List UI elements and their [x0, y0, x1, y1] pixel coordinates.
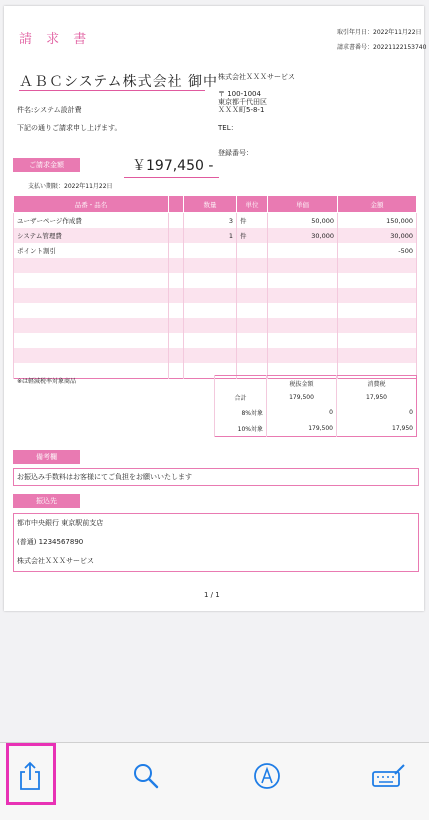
table-cell — [14, 258, 169, 273]
issuer-postal: 〒 100-1004 — [218, 90, 261, 98]
summary-header: 税抜金額 — [267, 376, 337, 391]
table-cell — [268, 258, 338, 273]
table-row — [14, 228, 417, 243]
due-date: 支払い期限：2022年11月22日 — [28, 183, 113, 190]
form-fill-button[interactable] — [370, 758, 406, 794]
table-cell — [14, 348, 169, 363]
table-cell — [268, 348, 338, 363]
table-cell: ユーザーページ作成費 — [14, 213, 169, 229]
table-cell — [184, 303, 237, 318]
table-cell — [169, 363, 184, 379]
table-row — [14, 258, 417, 273]
table-cell — [237, 333, 268, 348]
table-cell — [268, 333, 338, 348]
issuer-registration: 登録番号： — [218, 149, 253, 157]
col-header: 数量 — [184, 196, 237, 213]
issuer-address-1: 東京都千代田区 — [218, 98, 267, 106]
table-cell — [237, 348, 268, 363]
table-cell — [268, 318, 338, 333]
table-cell — [169, 303, 184, 318]
table-cell: -500 — [338, 243, 417, 258]
markup-button[interactable] — [249, 758, 285, 794]
total-amount: ￥197,450 - — [132, 158, 214, 174]
summary-row — [215, 420, 417, 437]
table-cell — [169, 318, 184, 333]
greeting: 下記の通りご請求申し上げます。 — [17, 124, 122, 132]
table-cell: 件 — [237, 213, 268, 229]
summary-cell: 179,500 — [267, 420, 337, 437]
summary-cell: 合計 — [215, 390, 267, 404]
issuer-tel: TEL： — [218, 124, 238, 132]
table-cell — [338, 258, 417, 273]
summary-row — [215, 390, 417, 404]
keyboard-pen-icon — [371, 762, 405, 790]
table-cell — [338, 333, 417, 348]
table-cell — [184, 273, 237, 288]
invoice-number: 請求書番号：20221122153740 — [337, 44, 427, 51]
col-header: 単価 — [268, 196, 338, 213]
bank-label: 振込先 — [13, 494, 80, 508]
table-row — [14, 303, 417, 318]
doc-title: 請 求 書 — [19, 32, 92, 47]
table-cell — [14, 288, 169, 303]
subject: 件名:システム設計費 — [17, 106, 82, 114]
table-cell: 件 — [237, 228, 268, 243]
summary-cell: 0 — [267, 404, 337, 420]
table-cell — [268, 273, 338, 288]
document-page — [4, 6, 427, 611]
issuer-address-2: ＸＸＸ町5-8-1 — [218, 106, 265, 114]
transaction-date: 取引年月日：2022年11月22日 — [337, 29, 422, 36]
table-cell — [184, 243, 237, 258]
table-cell — [237, 288, 268, 303]
search-icon — [132, 762, 160, 790]
table-cell — [14, 333, 169, 348]
table-cell — [14, 318, 169, 333]
reduced-tax-note: ※は軽減税率対象商品 — [17, 378, 77, 385]
page-indicator: 1 / 1 — [204, 591, 220, 599]
summary-header — [215, 376, 267, 391]
table-cell — [169, 348, 184, 363]
remarks-text: お振込み手数料はお客様にてご負担をお願いいたします — [17, 473, 192, 481]
bank-line: 都市中央銀行 東京駅前支店 — [17, 519, 104, 527]
table-cell — [338, 318, 417, 333]
share-button-highlight — [6, 743, 56, 805]
col-header: 品番・品名 — [14, 196, 169, 213]
table-cell: システム管理費 — [14, 228, 169, 243]
table-row — [14, 273, 417, 288]
table-cell — [268, 288, 338, 303]
customer-underline — [19, 90, 205, 91]
remarks-box — [13, 468, 419, 486]
summary-header-row — [215, 376, 417, 391]
summary-cell: 0 — [337, 404, 417, 420]
table-row — [14, 333, 417, 348]
summary-cell: 8%対象 — [215, 404, 267, 420]
table-cell — [338, 273, 417, 288]
bank-line: (普通) 1234567890 — [17, 538, 84, 546]
table-cell — [237, 303, 268, 318]
issuer-name: 株式会社ＸＸＸサービス — [218, 73, 295, 81]
table-cell — [338, 288, 417, 303]
col-header: 金額 — [338, 196, 417, 213]
summary-table — [214, 375, 417, 437]
table-cell — [237, 243, 268, 258]
table-cell: 1 — [184, 228, 237, 243]
table-cell: 50,000 — [268, 213, 338, 229]
summary-row — [215, 404, 417, 420]
table-row — [14, 213, 417, 229]
table-row — [14, 288, 417, 303]
col-header: 単位 — [237, 196, 268, 213]
table-cell — [268, 303, 338, 318]
summary-cell: 179,500 — [267, 390, 337, 404]
table-cell — [338, 348, 417, 363]
table-row — [14, 318, 417, 333]
table-cell — [14, 303, 169, 318]
table-cell — [169, 213, 184, 229]
summary-cell: 17,950 — [337, 420, 417, 437]
table-cell — [169, 288, 184, 303]
items-table — [13, 195, 417, 379]
table-cell — [268, 243, 338, 258]
table-cell: 30,000 — [338, 228, 417, 243]
table-cell — [14, 273, 169, 288]
remarks-label: 備考欄 — [13, 450, 80, 464]
table-row — [14, 243, 417, 258]
table-cell — [237, 318, 268, 333]
customer-name: ＡＢＣシステム株式会社 御中 — [19, 74, 219, 90]
table-cell: 3 — [184, 213, 237, 229]
items-header-row — [14, 196, 417, 213]
table-cell: 150,000 — [338, 213, 417, 229]
amount-label: ご請求金額 — [13, 158, 80, 172]
table-cell: 30,000 — [268, 228, 338, 243]
bank-box — [13, 513, 419, 572]
table-cell — [169, 333, 184, 348]
table-cell: ポイント割引 — [14, 243, 169, 258]
markup-icon — [253, 762, 281, 790]
table-cell — [169, 228, 184, 243]
table-cell — [184, 348, 237, 363]
bottom-toolbar — [0, 742, 429, 820]
bank-line: 株式会社ＸＸＸサービス — [17, 557, 94, 565]
summary-cell: 10%対象 — [215, 420, 267, 437]
table-row — [14, 348, 417, 363]
summary-cell: 17,950 — [337, 390, 417, 404]
table-cell — [237, 273, 268, 288]
table-cell — [184, 318, 237, 333]
table-cell — [338, 303, 417, 318]
summary-header: 消費税 — [337, 376, 417, 391]
col-header — [169, 196, 184, 213]
table-cell — [169, 273, 184, 288]
table-cell — [184, 333, 237, 348]
table-cell — [184, 258, 237, 273]
table-cell — [184, 288, 237, 303]
table-cell — [237, 258, 268, 273]
search-button[interactable] — [128, 758, 164, 794]
amount-underline — [124, 177, 219, 178]
table-cell — [169, 258, 184, 273]
table-cell — [169, 243, 184, 258]
